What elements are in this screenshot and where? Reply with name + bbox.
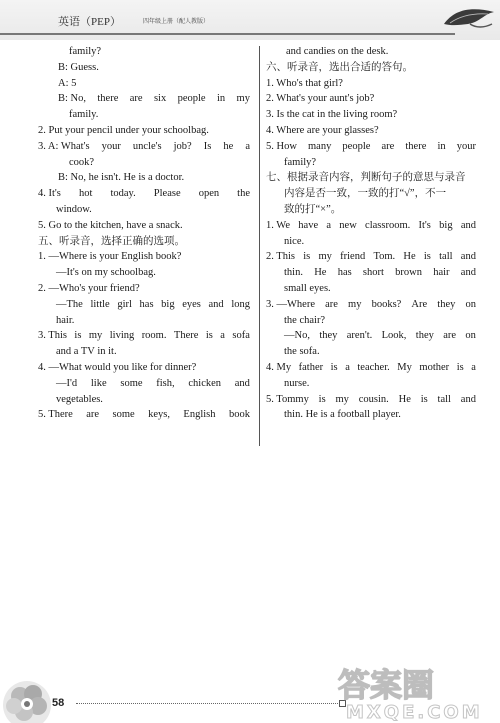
text-line — [266, 328, 476, 344]
word: sofa — [232, 330, 250, 342]
word: is — [420, 393, 428, 405]
word: today. — [110, 188, 136, 200]
word: a — [245, 140, 250, 152]
text-line: 内容是否一致，一致的打“√”，不一 — [284, 188, 447, 200]
text-line — [38, 376, 250, 392]
word: are — [86, 409, 100, 421]
word: teacher. — [357, 361, 390, 373]
flower-icon — [0, 672, 56, 723]
word: people — [177, 93, 206, 105]
word: father — [298, 361, 324, 373]
word: are — [325, 298, 338, 310]
text-line: 1. Who's that girl? — [266, 77, 343, 89]
word: are — [129, 93, 143, 105]
word: room. — [141, 330, 167, 342]
text-line: 4. —What would you like for dinner? — [38, 361, 197, 373]
word: He — [403, 251, 416, 263]
word: has — [337, 267, 352, 279]
word: 3. —Where — [266, 298, 315, 310]
text-line — [266, 265, 476, 281]
text-line: 4. Where are your glasses? — [266, 124, 379, 136]
word: Are — [411, 298, 428, 310]
word: —No, — [284, 330, 310, 342]
text-line — [38, 91, 250, 107]
word: 3. This — [38, 330, 67, 342]
word: hot — [78, 188, 93, 200]
word: some — [120, 377, 143, 389]
word: 5. How — [266, 140, 297, 152]
word: big — [161, 298, 175, 310]
text-line: the chair? — [284, 314, 326, 326]
text-line — [266, 297, 476, 313]
word: your — [101, 140, 121, 152]
text-line: 2. —Who's your friend? — [38, 282, 140, 294]
word: on — [465, 298, 476, 310]
text-line — [38, 328, 250, 344]
text-line: 5. Go to the kitchen, have a snack. — [38, 219, 183, 231]
word: and — [460, 251, 476, 263]
text-line: nurse. — [284, 377, 310, 389]
text-line — [266, 249, 476, 265]
word: is — [205, 330, 213, 342]
text-line — [266, 360, 476, 376]
word: and — [208, 298, 224, 310]
word: Is — [203, 140, 212, 152]
word: thin. — [284, 267, 303, 279]
text-line: and candies on the desk. — [286, 46, 389, 57]
text-line: 3. Is the cat in the living room? — [266, 109, 398, 121]
text-line: small eyes. — [284, 282, 331, 294]
word: little — [90, 298, 110, 310]
word: are — [381, 140, 395, 152]
word: a — [220, 330, 225, 342]
text-line: 六、听录音，选出合适的答句。 — [266, 61, 413, 73]
left-column — [38, 44, 250, 423]
word: they — [319, 330, 338, 342]
word: in — [216, 93, 226, 105]
text-line: 1. —Where is your English book? — [38, 251, 182, 263]
word: my — [348, 298, 362, 310]
book-subtitle: 四年级上册（配人教版） — [143, 19, 210, 25]
text-line — [38, 297, 250, 313]
word: tall — [437, 393, 451, 405]
word: job? — [173, 140, 192, 152]
word: tall — [439, 251, 453, 263]
word: have — [298, 219, 319, 231]
footer-dotted-line — [76, 703, 338, 704]
word: living — [109, 330, 135, 342]
word: girl — [117, 298, 132, 310]
word: people — [342, 140, 371, 152]
text-line: cook? — [69, 156, 95, 168]
word: and — [460, 393, 476, 405]
text-line: 2. What's your aunt's job? — [266, 93, 375, 105]
header-rule — [0, 33, 455, 35]
word: 5. There — [38, 409, 73, 421]
word: six — [153, 93, 167, 105]
text-line — [38, 407, 250, 423]
word: Tom. — [373, 251, 396, 263]
text-line: 致的打“×”。 — [284, 203, 342, 215]
word: the — [237, 188, 250, 200]
word: has — [139, 298, 154, 310]
word: your — [456, 140, 476, 152]
word: classroom. — [365, 219, 411, 231]
word: 4. My — [266, 361, 292, 373]
word: and — [234, 377, 250, 389]
page-number: 58 — [52, 697, 65, 709]
text-line: —It's on my schoolbag. — [56, 267, 156, 279]
word: cousin. — [358, 393, 389, 405]
text-line: thin. He is a football player. — [284, 409, 401, 421]
word: brown — [395, 267, 422, 279]
word: short — [362, 267, 384, 279]
word: is — [318, 393, 326, 405]
word: big — [439, 219, 453, 231]
word: open — [198, 188, 220, 200]
text-line — [266, 392, 476, 408]
text-line — [266, 218, 476, 234]
word: there — [405, 140, 427, 152]
text-line — [266, 139, 476, 155]
word: books? — [371, 298, 402, 310]
word: 3. A: What's — [38, 140, 90, 152]
text-line: and a TV in it. — [56, 346, 117, 358]
word: and — [460, 219, 476, 231]
word: some — [112, 409, 135, 421]
word: is — [330, 361, 338, 373]
word: Please — [153, 188, 181, 200]
word: fish, — [156, 377, 175, 389]
watermark-url-text: MXQE.COM — [346, 702, 483, 723]
text-line: 七、根据录音内容，判断句子的意思与录音 — [266, 172, 466, 184]
word: long — [231, 298, 250, 310]
word: he — [223, 140, 234, 152]
word: my — [335, 393, 349, 405]
word: aren't. — [346, 330, 373, 342]
text-line: nice. — [284, 235, 305, 247]
word: B: No, — [58, 93, 87, 105]
word: Look, — [381, 330, 407, 342]
text-line: 2. Put your pencil under your schoolbag. — [38, 124, 209, 136]
column-divider — [259, 46, 260, 446]
word: There — [173, 330, 199, 342]
word: is — [423, 251, 431, 263]
word: 4. It's — [38, 188, 61, 200]
word: a — [471, 361, 476, 373]
word: 2. This — [266, 251, 295, 263]
watermark-logo — [330, 662, 500, 723]
text-line: B: No, he isn't. He is a doctor. — [58, 172, 185, 184]
word: is — [303, 251, 311, 263]
word: like — [90, 377, 107, 389]
word: is — [456, 361, 464, 373]
word: and — [460, 267, 476, 279]
word: a — [345, 361, 350, 373]
word: mother — [419, 361, 450, 373]
word: on — [465, 330, 476, 342]
text-line — [38, 186, 250, 202]
word: —The — [56, 298, 83, 310]
word: hair — [433, 267, 450, 279]
text-line: family? — [69, 46, 102, 57]
word: uncle's — [132, 140, 162, 152]
word: He — [398, 393, 411, 405]
text-line: A: 5 — [58, 77, 77, 89]
word: My — [397, 361, 412, 373]
right-column — [266, 44, 476, 423]
word: in — [437, 140, 446, 152]
word: keys, — [148, 409, 170, 421]
word: —I'd — [56, 377, 78, 389]
word: friend — [340, 251, 366, 263]
word: my — [88, 330, 103, 342]
text-line: 五、听录音，选择正确的选项。 — [38, 235, 185, 247]
word: is — [74, 330, 82, 342]
text-line: the sofa. — [284, 346, 320, 358]
word: they — [415, 330, 434, 342]
text-line: B: Guess. — [58, 61, 99, 73]
word: there — [97, 93, 119, 105]
leaf-logo-icon — [440, 2, 498, 32]
text-line: hair. — [56, 314, 75, 326]
word: It's — [418, 219, 431, 231]
word: book — [228, 409, 250, 421]
word: eyes — [182, 298, 201, 310]
word: are — [443, 330, 457, 342]
word: new — [339, 219, 357, 231]
book-title: 英语（PEP） — [58, 16, 121, 28]
word: 5. Tommy — [266, 393, 309, 405]
word: chicken — [188, 377, 222, 389]
text-line: family? — [284, 156, 317, 168]
word: many — [308, 140, 332, 152]
word: a — [326, 219, 332, 231]
text-line — [38, 139, 250, 155]
text-line: vegetables. — [56, 393, 103, 405]
word: 1. We — [266, 219, 291, 231]
word: He — [314, 267, 327, 279]
word: English — [183, 409, 216, 421]
word: my — [318, 251, 332, 263]
watermark-cn-text: 答案圈 — [338, 666, 435, 704]
text-line: family. — [69, 109, 99, 121]
word: they — [437, 298, 456, 310]
word: my — [236, 93, 250, 105]
text-line: window. — [56, 203, 92, 215]
